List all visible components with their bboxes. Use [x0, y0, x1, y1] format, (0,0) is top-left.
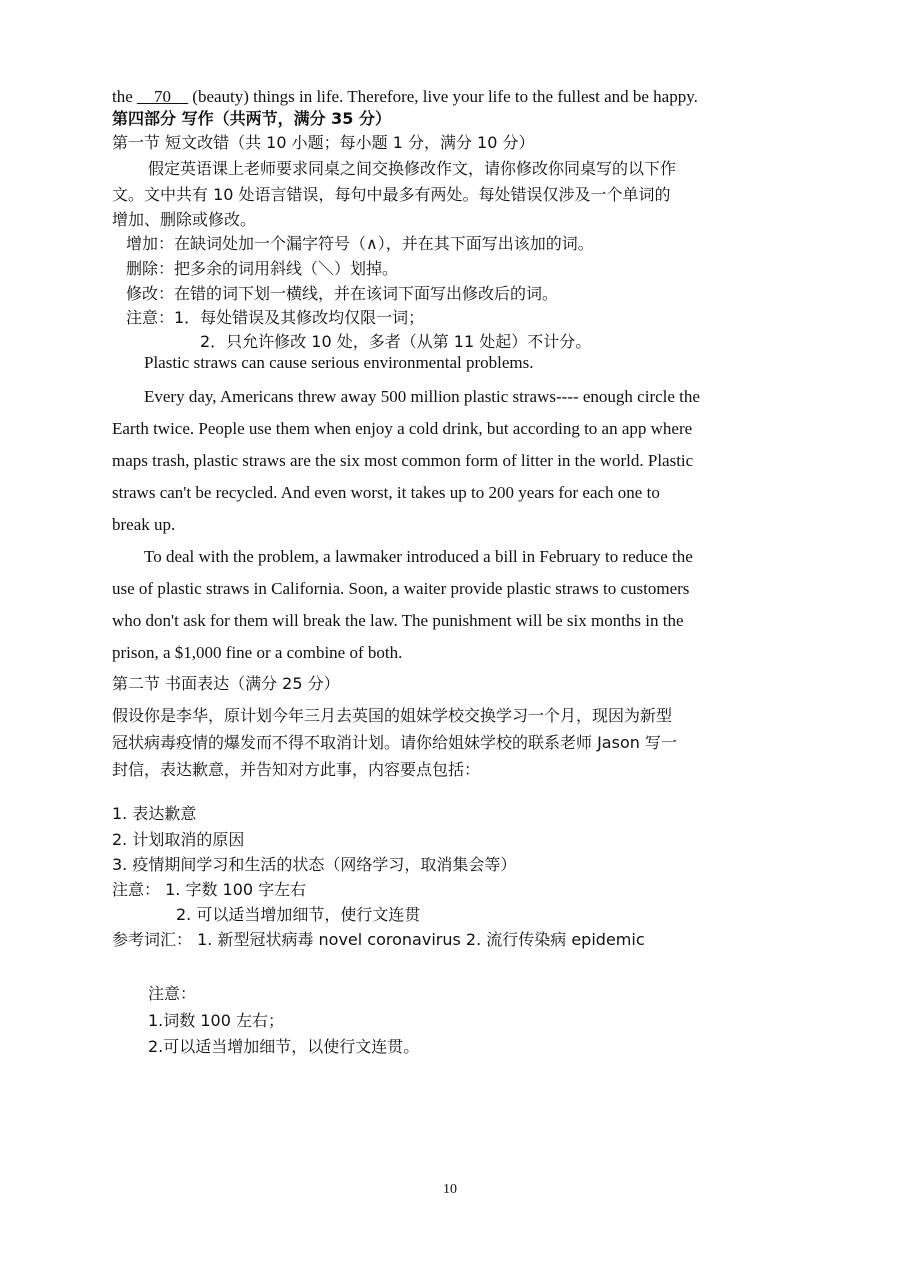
part4-heading: 第四部分 写作（共两节，满分 35 分） [112, 109, 391, 128]
point-item: 2. 计划取消的原因 [112, 830, 245, 849]
instruction-line: 假定英语课上老师要求同桌之间交换修改作文，请你修改你同桌写的以下作 [148, 159, 677, 178]
passage-line: straws can't be recycled. And even worst, it takes up to 200 years for each one to [112, 483, 660, 502]
section1-heading: 第一节 短文改错（共 10 小题；每小题 1 分，满分 10 分） [112, 133, 535, 152]
passage-title: Plastic straws can cause serious environmental problems. [144, 353, 534, 372]
passage-line: use of plastic straws in California. Soon, a waiter provide plastic straws to customers [112, 579, 690, 598]
passage-line: maps trash, plastic straws are the six most common form of litter in the world. Plastic [112, 451, 694, 470]
rule-note-2: 2．只允许修改 10 处，多者（从第 11 处起）不计分。 [200, 332, 592, 351]
passage-line: To deal with the problem, a lawmaker introduced a bill in February to reduce the [144, 547, 693, 566]
line-prefix: the [112, 87, 138, 106]
note-line: 2. 可以适当增加细节，使行文连贯 [176, 905, 421, 924]
note2-line: 2.可以适当增加细节，以使行文连贯。 [148, 1037, 420, 1056]
rule-modify: 修改：在错的词下划一横线，并在该词下面写出修改后的词。 [126, 284, 559, 303]
passage-line: Every day, Americans threw away 500 million plastic straws---- enough circle the [144, 387, 700, 406]
instruction-line: 增加、删除或修改。 [112, 210, 257, 229]
prompt-line: 假设你是李华，原计划今年三月去英国的姐妹学校交换学习一个月，现因为新型 [112, 706, 673, 725]
passage-line: prison, a $1,000 fine or a combine of both. [112, 643, 403, 662]
continuation-line [112, 86, 698, 108]
prompt-line: 冠状病毒疫情的爆发而不得不取消计划。请你给姐妹学校的联系老师 Jason 写一 [112, 733, 677, 752]
instruction-line: 文。文中共有 10 处语言错误，每句中最多有两处。每处错误仅涉及一个单词的 [112, 185, 671, 204]
note2-heading: 注意： [148, 984, 197, 1003]
passage-line: break up. [112, 515, 176, 534]
rule-add: 增加：在缺词处加一个漏字符号（∧），并在其下面写出该加的词。 [126, 234, 594, 253]
page-number: 10 [443, 1182, 457, 1197]
rule-note-1: 注意：1．每处错误及其修改均仅限一词； [126, 308, 425, 327]
section2-heading: 第二节 书面表达（满分 25 分） [112, 674, 340, 693]
prompt-line: 封信，表达歉意，并告知对方此事，内容要点包括： [112, 760, 481, 779]
blank-70: __70__ [137, 87, 189, 106]
rule-delete: 删除：把多余的词用斜线（＼）划掉。 [126, 259, 399, 278]
point-item: 3. 疫情期间学习和生活的状态（网络学习，取消集会等） [112, 855, 517, 874]
line-suffix: (beauty) things in life. Therefore, live your life to the fullest and be happy. [188, 87, 698, 106]
point-item: 1. 表达歉意 [112, 804, 197, 823]
note-line: 注意： 1. 字数 100 字左右 [112, 880, 307, 899]
passage-line: Earth twice. People use them when enjoy a cold drink, but according to an app where [112, 419, 693, 438]
passage-line: who don't ask for them will break the law. The punishment will be six months in the [112, 611, 684, 630]
vocab-line: 参考词汇： 1. 新型冠状病毒 novel coronavirus 2. 流行传染病 epidemic [112, 930, 645, 949]
note2-line: 1.词数 100 左右； [148, 1011, 284, 1030]
